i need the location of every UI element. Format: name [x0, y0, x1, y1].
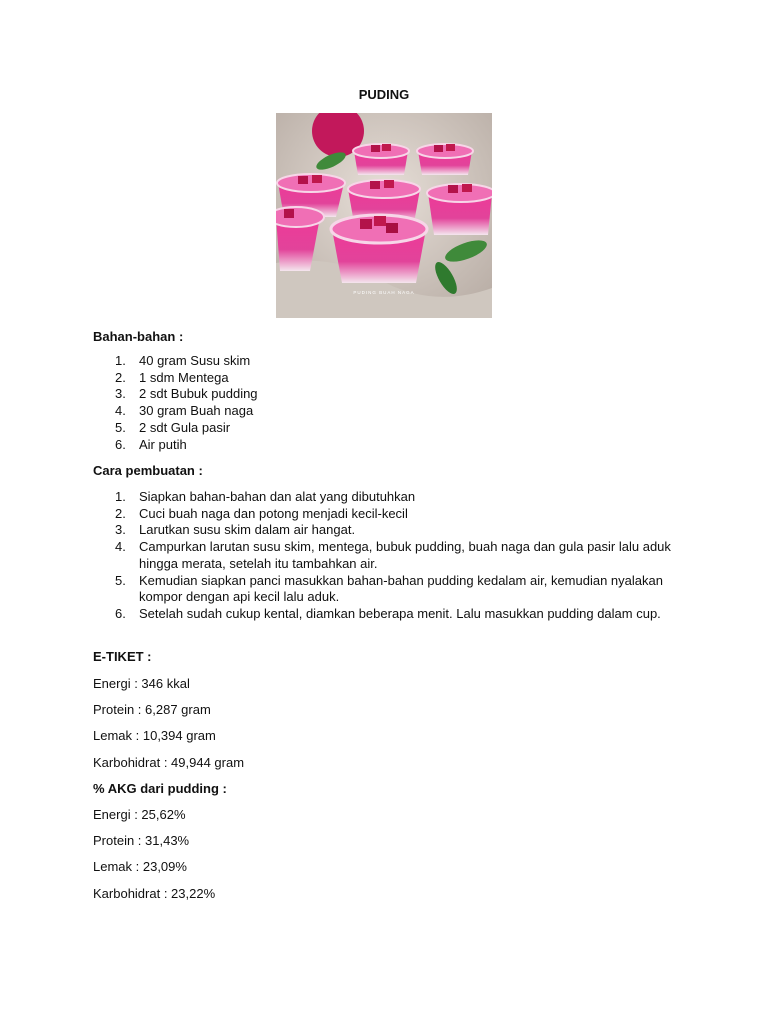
akg-protein: Protein : 31,43%	[93, 833, 190, 848]
etiket-lemak: Lemak : 10,394 gram	[93, 728, 216, 743]
list-number: 5.	[115, 419, 126, 435]
list-number: 1.	[115, 353, 126, 368]
list-text: 40 gram Susu skim	[139, 353, 251, 368]
cara-heading: Cara pembuatan :	[93, 463, 203, 478]
list-item	[93, 370, 683, 387]
bahan-list	[93, 353, 683, 453]
list-number: 3.	[115, 522, 126, 538]
list-text: Campurkan larutan susu skim, mentega, bubuk pudding, buah naga dan gula pasir lalu aduk hingga merata, setelah itu tambahkan air.	[139, 539, 671, 571]
list-number: 6.	[115, 605, 126, 621]
pudding-cup-shape	[331, 215, 427, 283]
akg-lemak: Lemak : 23,09%	[93, 859, 187, 874]
list-item	[93, 606, 673, 623]
list-text: Air putih	[139, 436, 187, 452]
photo-caption: PUDING BUAH NAGA	[353, 290, 415, 295]
list-text: Kemudian siapkan panci masukkan bahan-bahan pudding kedalam air, kemudian nyalakan kompor dengan api kecil lalu aduk.	[139, 572, 663, 605]
document-title: PUDING	[358, 87, 410, 102]
list-text: Setelah sudah cukup kental, diamkan beberapa menit. Lalu masukkan pudding dalam cup.	[139, 605, 661, 621]
list-item	[93, 386, 683, 403]
list-item	[93, 420, 683, 437]
list-number: 1.	[115, 489, 126, 504]
list-text: Cuci buah naga dan potong menjadi kecil-kecil	[139, 505, 408, 521]
akg-energi: Energi : 25,62%	[93, 807, 186, 822]
pudding-cup-shape	[417, 144, 473, 175]
list-text: 2 sdt Gula pasir	[139, 419, 231, 435]
pudding-cup-shape	[427, 184, 492, 235]
list-item	[93, 403, 683, 420]
list-text: 2 sdt Bubuk pudding	[139, 386, 258, 402]
list-text: Larutkan susu skim dalam air hangat.	[139, 522, 356, 538]
list-text: Siapkan bahan-bahan dan alat yang dibutuhkan	[139, 489, 416, 504]
akg-heading: % AKG dari pudding :	[93, 781, 227, 796]
list-text: 30 gram Buah naga	[139, 403, 254, 419]
akg-karbohidrat: Karbohidrat : 23,22%	[93, 886, 216, 901]
list-number: 3.	[115, 386, 126, 402]
list-number: 2.	[115, 505, 126, 521]
pudding-photo	[276, 113, 492, 318]
list-item	[93, 489, 673, 506]
list-item	[93, 522, 673, 539]
list-number: 2.	[115, 369, 126, 385]
etiket-energi: Energi : 346 kkal	[93, 676, 190, 691]
list-item	[93, 573, 673, 606]
list-number: 4.	[115, 539, 126, 555]
bahan-heading: Bahan-bahan :	[93, 329, 184, 344]
list-text: 1 sdm Mentega	[139, 369, 229, 385]
list-number: 5.	[115, 572, 126, 588]
etiket-protein: Protein : 6,287 gram	[93, 702, 211, 717]
list-item	[93, 539, 673, 572]
etiket-heading: E-TIKET :	[93, 649, 152, 664]
pudding-cup-shape	[353, 144, 409, 175]
list-item	[93, 506, 673, 523]
list-number: 4.	[115, 403, 126, 419]
list-item	[93, 353, 683, 370]
list-item	[93, 437, 683, 454]
list-number: 6.	[115, 436, 126, 452]
cara-list	[93, 489, 673, 623]
etiket-karbohidrat: Karbohidrat : 49,944 gram	[93, 755, 245, 770]
